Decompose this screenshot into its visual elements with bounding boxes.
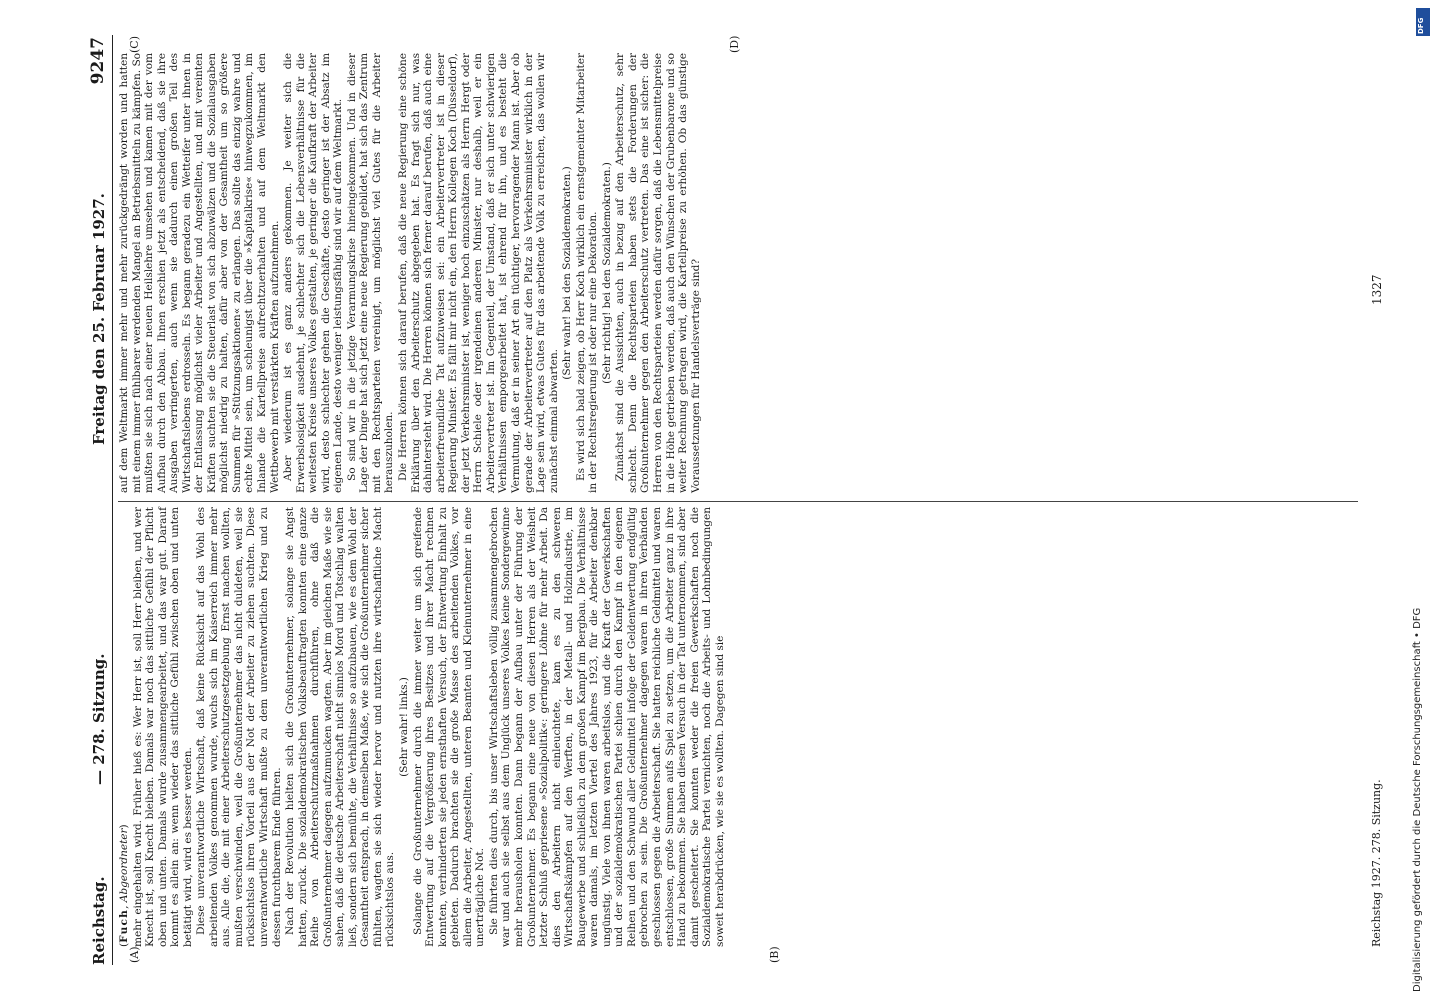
paragraph: Zunächst sind die Aussichten, auch in bezug auf den Arbeiterschutz, sehr schlecht. Denn die Rechtsparteien haben stets die Forderungen der Großunternehmer gegen den Arbeiterschutz vertreten. Das eine ist sicher: die Herren von den Rechtsparteien werden dafür sorgen, daß die Lebensmittelpreise in die Höhe getrieben werden, daß auch den Wünschen der Grubenbarone und so weiter Rechnung getragen wird, die Kartellpreise zu erhöhen. Ob das günstige Voraussetzungen für Handelsverträge sind?: [614, 53, 702, 493]
paragraph: auf dem Weltmarkt immer mehr und mehr zurückgedrängt worden und hatten mit einem immer fühlbarer werdenden Mangel an Betriebsmitteln zu kämpfen. So mußten sie sich nach einer neuen Heilslehre umsehen und kamen mit der vom Aufbau durch den Abbau. Ihnen erschien jetzt als entscheidend, daß sie ihre Ausgaben verringerten, auch wenn sie dadurch einen großen Teil des Wirtschaftslebens erdrosseln. Es begann geradezu ein Wetteifer unter ihnen in der Entlassung möglichst vieler Arbeiter und Angestellten, und mit vereinten Kräften suchten sie die Steuerlast von sich abzuwälzen und die Sozialausgaben möglichst niedrig zu halten, dafür aber von der Gesamtheit um so größere Summen für »Stützungsaktionen« zu erlangen. Das sollte das einzig wahre und echte Mittel sein, um schleunigst über die »Kapitalkrise« hinwegzukommen, im Inlande die Kartellpreise aufrechtzuerhalten und auf dem Weltmarkt den Wettbewerb mit verstärkten Kräften aufzunehmen.: [118, 53, 281, 493]
left-column: [118, 507, 727, 947]
margin-marker-c: (C): [128, 36, 141, 53]
digitization-note: Digitalisierung gefördert durch die Deutsche Forschungsgemeinschaft • DFG: [1412, 607, 1423, 992]
column-divider: [118, 501, 1358, 502]
paragraph: So sind wir in die jetzige Verarmungskrise hineingekommen. Und in dieser Lage der Dinge hat sich jetzt eine neue Regierung gebildet, hat sich das Zentrum mit den Rechtsparteien vereinigt, um möglichst viel Gutes für die Arbeiter herauszuholen.: [345, 53, 396, 493]
interjection: (Sehr wahr! links.): [398, 677, 411, 777]
margin-marker-d: (D): [728, 35, 741, 53]
footer-number: 1327: [1370, 274, 1384, 305]
speaker-role: Abgeordneter: [118, 828, 130, 903]
paragraph: mehr eingehalten wird. Früher hieß es: Wer Herr ist, soll Herr bleiben, und wer Knecht ist, soll Knecht bleiben. Damals war noch das sittliche Gefühl der Pflicht oben und unten. Damals wurde zusammengearbeitet, und das war gut. Darauf kommt es allein an: wenn wieder das sittliche Gefühl zwischen oben und unten betätigt wird, wird es besser werden.: [131, 507, 194, 947]
paragraph: Solange die Großunternehmer durch die immer weiter um sich greifende Entwertung auf die Vergrößerung ihres Besitzes und ihrer Macht rechnen konnten, verhinderten sie jeden ernsthaften Versuch, der Entwertung Einhalt zu gebieten. Dadurch brachten sie die große Masse des arbeitenden Volkes, vor allem die Arbeiter, Angestellten, unteren Beamten und Kleinunternehmer in eine unerträgliche Not.: [411, 507, 487, 947]
page-header: [88, 35, 113, 965]
margin-marker-b: (B): [768, 946, 781, 963]
header-parliament: Reichstag.: [90, 876, 108, 965]
scanned-page: [88, 35, 1402, 965]
header-session: — 278. Sitzung.: [90, 653, 108, 785]
paragraph: Die Herren können sich darauf berufen, daß die neue Regierung eine schöne Erklärung über den Arbeiterschutz abgegeben hat. Es fragt sich nur, was dahintersteht wird. Die Herren können sich ferner darauf berufen, daß auch eine arbeiterfreundliche Tat aufzuweisen sei: ein Arbeitervertreter ist in dieser Regierung Minister. Es fällt mir nicht ein, den Herrn Kollegen Koch (Düsseldorf), der jetzt Verkehrsminister ist, weniger hoch einzuschätzen als Herrn Hergt oder Herrn Schiele oder irgendeinen anderen Minister, nur deshalb, weil er ein Arbeitervertreter ist. Im Gegenteil, der Umstand, daß er sich unter schwierigen Verhältnissen emporgearbeitet hat, ist ehrend für ihn, und es besteht die Vermutung, daß er in seiner Art ein tüchtiger, hervorragender Mann ist. Aber ob gerade der Arbeitervertreter auf den Platz als Verkehrsminister wirklich in der Lage sein wird, etwas Gutes für das arbeitende Volk zu erreichen, das wollen wir zunächst einmal abwarten.: [397, 53, 560, 493]
paragraph: Sie führten dies durch, bis unser Wirtschaftsleben völlig zusammengebrochen war und auch sie selbst aus dem Unglück unseres Volkes keine Sondergewinne mehr herausholen konnten. Dann begann der Aufbau unter der Führung der Großunternehmer. Es begann eine neue von diesen Herren als der Weisheit letzter Schluß gepriesene »Sozialpolitik«: geringere Löhne für mehr Arbeit. Da dies den Arbeitern nicht einleuchtete, kam es zu den schweren Wirtschaftskämpfen auf den Werften, in der Metall- und Holzindustrie, im Baugewerbe und schließlich zu dem großen Kampf im Bergbau. Die Verhältnisse waren damals, im letzten Viertel des Jahres 1923, für die Arbeiter denkbar ungünstig. Viele von ihnen waren arbeitslos, und die Kraft der Gewerkschaften und der sozialdemokratischen Partei schien durch den Kampf in den eigenen Reihen und den Schwund aller Geldmittel infolge der Geldentwertung endgültig gebrochen zu sein. Die Großunternehmer dagegen waren in ihren Verbänden geschlossen gegen die Arbeiterschaft. Sie hatten reichliche Geldmittel und waren entschlossen, große Summen aufs Spiel zu setzen, um die Arbeiter ganz in ihre Hand zu bekommen. Sie haben diesen Versuch in der Tat unternommen, sind aber damit gescheitert. Sie konnten weder die freien Gewerkschaften noch die Sozialdemokratische Partei vernichten, noch die Arbeits- und Lohnbedingungen soweit herabdrücken, wie sie es wollten. Dagegen sind sie: [487, 507, 726, 947]
page-number: 9247: [88, 37, 108, 85]
paragraph: Diese unverantwortliche Wirtschaft, daß keine Rücksicht auf das Wohl des arbeitenden Volkes genommen wurde, wuchs sich im Kaiserreich immer mehr aus. Alle die, die mit einer Arbeiterschutzgesetzgebung Ernst machen wollten, mußten verschwinden, weil die Großunternehmer das nicht duldeten, weil sie rücksichtslos ihren Vorteil aus der Not der Arbeiter zu ziehen suchten. Diese unverantwortliche Wirtschaft mußte zu dem unverantwortlichen Krieg und zu dessen furchtbarem Ende führen.: [195, 507, 283, 947]
dfg-logo: [1416, 8, 1430, 36]
interjection: (Sehr wahr! bei den Sozialdemokraten.): [561, 166, 574, 380]
margin-marker-a: (A): [128, 946, 141, 963]
footer-session: Reichstag 1927. 278. Sitzung.: [1370, 779, 1383, 947]
dfg-logo-text: DFG: [1417, 17, 1425, 34]
speaker-name: Fuch: [118, 908, 130, 943]
paragraph: Nach der Revolution hielten sich die Großunternehmer, solange sie Angst hatten, zurück. Die sozialdemokratischen Volksbeauftragten konnten eine ganze Reihe von Arbeiterschutzmaßnahmen durchführen, ohne daß die Großunternehmer dagegen aufzumucken wagten. Aber im gleichen Maße wie sie sahen, daß die deutsche Arbeiterschaft nicht sinnlos Mord und Totschlag walten ließ, sondern sich bemühte, die Verhältnisse so aufzubauen, wie es dem Wohl der Gesamtheit entsprach, in demselben Maße, wie sich die Großunternehmer sicher fühlten, wagten sie sich wieder hervor und nutzten ihre wirtschaftliche Macht rücksichtslos aus.: [284, 507, 397, 947]
paragraph: Es wird sich bald zeigen, ob Herr Koch wirklich ein ernstgemeinter Mitarbeiter in der Rechtsregierung ist oder nur eine Dekoration.: [574, 53, 600, 493]
header-date: Freitag den 25. Februar 1927.: [90, 193, 108, 445]
interjection: (Sehr richtig! bei den Sozialdemokraten.): [600, 162, 613, 384]
paragraph: Aber wiederum ist es ganz anders gekommen. Je weiter sich die Erwerbslosigkeit ausdehnt, je schlechter sich die Lebensverhältnisse für die weitesten Kreise unseres Volkes gestalten, je geringer die Kaufkraft der Arbeiter wird, desto schlechter gehen die Geschäfte, desto geringer ist der Absatz im eigenen Lande, desto weniger leistungsfähig sind wir auf dem Weltmarkt.: [282, 53, 345, 493]
speaker-line: (Fuch, Abgeordneter): [118, 824, 130, 947]
right-column: [118, 53, 703, 493]
